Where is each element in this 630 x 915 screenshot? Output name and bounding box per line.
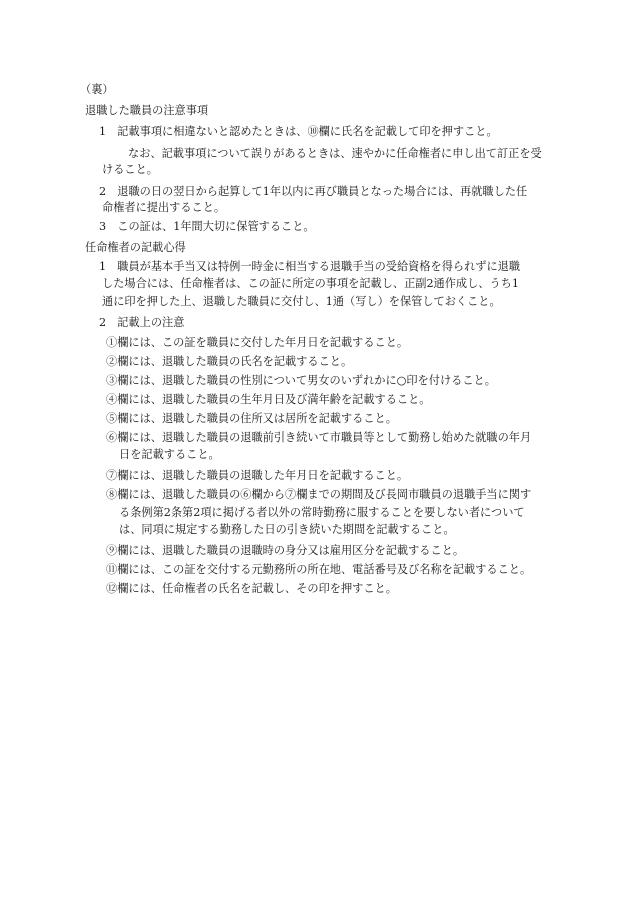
appointer-item-1-line-3: 通に印を押した上、退職した職員に交付し、1通（写し）を保管しておくこと。 [102,295,501,308]
note-9: ⑨欄には、退職した職員の退職時の身分又は雇用区分を記載すること。 [106,544,465,557]
retiree-item-3: 3 この証は、1年間大切に保管すること。 [99,220,315,233]
retiree-item-1-line-2: なお、記載事項について誤りがあるときは、速やかに任命権者に申し出て訂正を受 [128,147,542,160]
note-6-line-2: 日を記載すること。 [119,448,220,461]
note-8-line-3: は、同項に規定する勤務した日の引き続いた期間を記載すること。 [119,523,455,536]
note-8-line-2: る条例第2条第2項に掲げる者以外の常時勤務に服することを要しない者について [119,506,525,519]
appointer-item-1-line-2: した場合には、任命権者は、この証に所定の事項を記載し、正副2通作成し、うち1 [102,277,519,290]
section-title-retiree: 退職した職員の注意事項 [85,104,209,117]
appointer-item-2-title: 2 記載上の注意 [99,316,185,329]
note-2: ②欄には、退職した職員の氏名を記載すること。 [106,355,353,368]
note-7: ⑦欄には、退職した職員の退職した年月日を記載すること。 [106,469,409,482]
retiree-item-2-line-1: 2 退職の日の翌日から起算して1年以内に再び職員となった場合には、再就職した任 [99,185,528,198]
note-4: ④欄には、退職した職員の生年月日及び満年齢を記載すること。 [106,393,431,406]
note-8-line-1: ⑧欄には、退職した職員の⑥欄から⑦欄までの期間及び長岡市職員の退職手当に関す [106,488,532,501]
note-5: ⑤欄には、退職した職員の住所又は居所を記載すること。 [106,412,397,425]
note-6-line-1: ⑥欄には、退職した職員の退職前引き続いて市職員等として勤務し始めた就職の年月 [106,431,532,444]
retiree-item-2-line-2: 命権者に提出すること。 [102,201,226,214]
note-3: ③欄には、退職した職員の性別について男女のいずれかに○印を付けること。 [106,374,496,387]
note-1: ①欄には、この証を職員に交付した年月日を記載すること。 [106,336,409,349]
appointer-item-1-line-1: 1 職員が基本手当又は特例一時金に相当する退職手当の受給資格を得られずに退職 [99,260,521,273]
back-side-label: （裏） [80,83,114,96]
note-11: ⑪欄には、この証を交付する元勤務所の所在地、電話番号及び名称を記載すること。 [106,563,532,576]
retiree-item-1-line-1: 1 記載事項に相違ないと認めたときは、⑩欄に氏名を記載して印を押すこと。 [99,125,498,138]
section-title-appointer: 任命権者の記載心得 [85,241,186,254]
note-12: ⑫欄には、任命権者の氏名を記載し、その印を押すこと。 [106,582,397,595]
retiree-item-1-line-3: けること。 [102,163,158,176]
